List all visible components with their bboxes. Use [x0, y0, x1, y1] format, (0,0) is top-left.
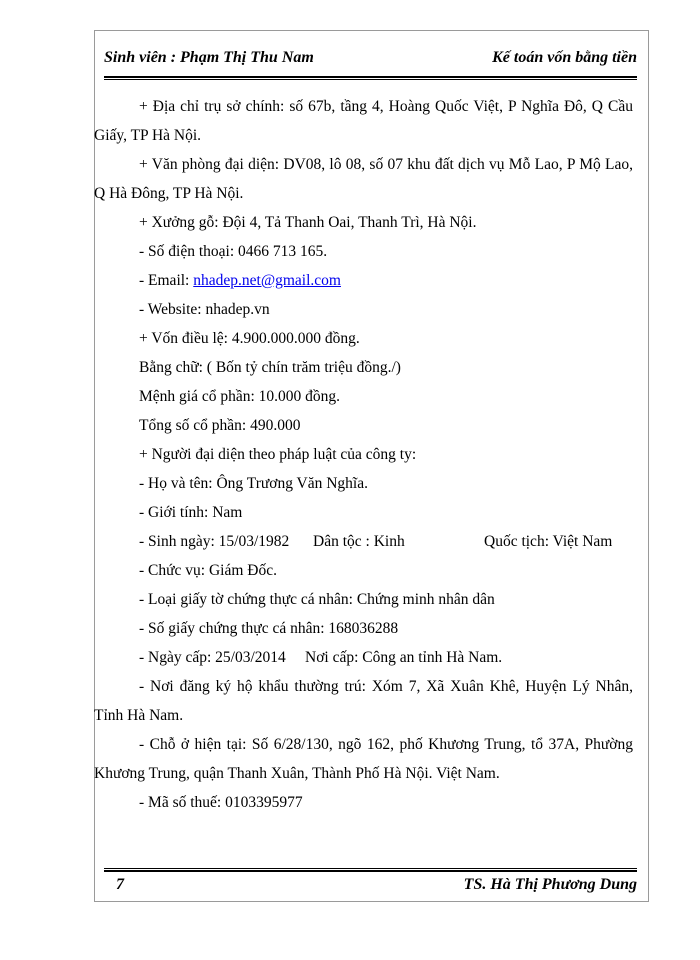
permanent-address: - Nơi đăng ký hộ khẩu thường trú: Xóm 7, Xã Xuân Khê, Huyện Lý Nhân, Tỉnh Hà Nam. — [94, 678, 633, 724]
email-link[interactable]: nhadep.net@gmail.com — [193, 272, 341, 289]
capital-in-words: Bằng chữ: ( Bốn tỷ chín trăm triệu đồng./) — [139, 359, 401, 376]
gender: - Giới tính: Nam — [139, 504, 243, 521]
header-topic: Kế toán vốn bằng tiền — [492, 49, 637, 66]
birth-line — [94, 527, 633, 556]
page-number: 7 — [116, 876, 124, 893]
position: - Chức vụ: Giám Đốc. — [139, 562, 277, 579]
page-header — [104, 46, 637, 76]
email-line — [94, 266, 633, 295]
head-office-address: + Địa chỉ trụ sở chính: số 67b, tầng 4, Hoàng Quốc Việt, P Nghĩa Đô, Q Cầu Giấy, TP Hà Nội. — [94, 98, 633, 144]
email-label: - Email: — [139, 272, 194, 289]
tax-code: - Mã số thuế: 0103395977 — [139, 794, 303, 811]
website: - Website: nhadep.vn — [139, 301, 270, 318]
header-student: Sinh viên : Phạm Thị Thu Nam — [104, 49, 314, 66]
representative-office: + Văn phòng đại diện: DV08, lô 08, số 07 khu đất dịch vụ Mỗ Lao, P Mộ Lao, Q Hà Đông, TP Hà Nội. — [94, 156, 633, 202]
charter-capital: + Vốn điều lệ: 4.900.000.000 đồng. — [139, 330, 360, 347]
footer-supervisor: TS. Hà Thị Phương Dung — [463, 876, 637, 893]
page-footer — [104, 874, 637, 898]
birth-date: - Sinh ngày: 15/03/1982 — [139, 533, 290, 550]
id-number: - Số giấy chứng thực cá nhân: 168036288 — [139, 620, 399, 637]
phone-number: - Số điện thoại: 0466 713 165. — [139, 243, 328, 260]
current-address: - Chỗ ở hiện tại: Số 6/28/130, ngõ 162, phố Khương Trung, tổ 37A, Phường Khương Trung, quận Thanh Xuân, Thành Phố Hà Nội. Việt Nam. — [94, 736, 633, 782]
footer-rule — [104, 868, 637, 872]
id-type: - Loại giấy tờ chứng thực cá nhân: Chứng minh nhân dân — [139, 591, 495, 608]
issue-line — [94, 643, 633, 672]
header-rule — [104, 76, 637, 80]
full-name: - Họ và tên: Ông Trương Văn Nghĩa. — [139, 475, 368, 492]
document-body — [94, 92, 633, 817]
par-value: Mệnh giá cổ phần: 10.000 đồng. — [139, 388, 341, 405]
total-shares: Tổng số cổ phần: 490.000 — [139, 417, 301, 434]
issue-date: - Ngày cấp: 25/03/2014 — [139, 649, 286, 666]
ethnicity: Dân tộc : Kinh — [313, 533, 405, 550]
issue-place: Nơi cấp: Công an tỉnh Hà Nam. — [305, 649, 503, 666]
workshop-address: + Xưởng gỗ: Đội 4, Tả Thanh Oai, Thanh Trì, Hà Nội. — [139, 214, 477, 231]
legal-representative: + Người đại diện theo pháp luật của công ty: — [139, 446, 417, 463]
nationality: Quốc tịch: Việt Nam — [484, 533, 613, 550]
